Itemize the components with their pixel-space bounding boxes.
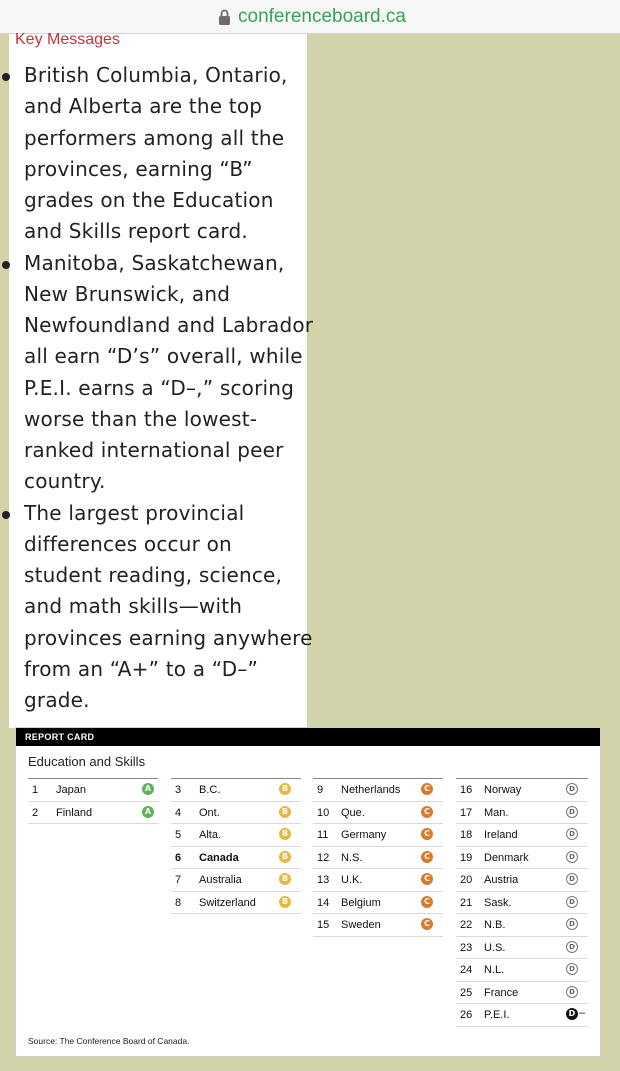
grade-badge-icon: D <box>566 963 578 975</box>
name-cell: Sask. <box>484 896 512 909</box>
rank-cell: 24 <box>460 964 473 976</box>
rank-cell: 6 <box>175 851 182 864</box>
grade-badge-icon: B <box>279 806 291 818</box>
rank-cell: 5 <box>175 829 182 841</box>
name-cell: Man. <box>484 806 509 819</box>
table-row <box>171 892 301 915</box>
rank-cell: 14 <box>317 896 330 909</box>
name-cell: Germany <box>341 829 387 841</box>
rank-cell: 3 <box>175 784 182 796</box>
bullet-icon <box>2 511 10 519</box>
name-cell: Norway <box>484 784 522 796</box>
grade-badge-icon: A <box>142 806 154 818</box>
name-cell: Austria <box>484 874 519 886</box>
rank-cell: 17 <box>460 806 473 819</box>
table-row <box>171 869 301 892</box>
grade-badge-icon: C <box>421 873 433 885</box>
name-cell: France <box>484 986 519 999</box>
rank-cell: 15 <box>317 919 330 931</box>
table-row <box>171 779 301 802</box>
table-row <box>456 847 588 870</box>
name-cell: Canada <box>199 851 239 864</box>
bullet-text: British Columbia, Ontario, and Alberta are the top performers among all the provinces, earning “B” grades on the Education and Skills report card. <box>24 63 288 244</box>
name-cell: Sweden <box>341 919 381 931</box>
bullet-text: The largest provincial differences occur on student reading, science, and math skills—with provinces earning anywhere from an “A+” to a “D–” grade. <box>24 500 313 712</box>
rank-cell: 4 <box>175 806 182 819</box>
rank-cell: 13 <box>317 874 330 886</box>
grade-badge-icon: D <box>566 896 578 908</box>
grade-badge-icon: B <box>279 828 291 840</box>
rank-cell: 16 <box>460 784 473 796</box>
grade-minus: – <box>579 1007 586 1019</box>
address-bar[interactable] <box>0 0 620 34</box>
rank-cell: 1 <box>32 784 39 796</box>
report-card-subtitle: Education and Skills <box>28 754 146 769</box>
grade-badge-icon: C <box>421 783 433 795</box>
grade-badge-icon: B <box>279 851 291 863</box>
grade-badge-icon: D <box>566 806 578 818</box>
key-messages-list <box>0 60 330 716</box>
table-row <box>313 914 443 937</box>
report-card-header: REPORT CARD <box>16 728 600 746</box>
name-cell: Japan <box>56 784 86 796</box>
name-cell: Denmark <box>484 851 529 864</box>
rank-cell: 12 <box>317 851 330 864</box>
grade-badge-icon: D <box>566 783 578 795</box>
grade-badge-icon: D <box>566 828 578 840</box>
name-cell: Que. <box>341 806 365 819</box>
table-row <box>456 779 588 802</box>
report-card-column <box>171 778 301 914</box>
grade-badge-icon: D <box>566 1008 578 1020</box>
url-text[interactable]: conferenceboard.ca <box>238 5 406 27</box>
source-note: Source: The Conference Board of Canada. <box>28 1036 190 1046</box>
table-row <box>171 824 301 847</box>
grade-badge-icon: C <box>421 828 433 840</box>
name-cell: Alta. <box>199 829 222 841</box>
table-row <box>313 869 443 892</box>
bullet-text: Manitoba, Saskatchewan, New Brunswick, and Newfoundland and Labrador all earn “D’s” overall, while P.E.I. earns a “D–,” scoring worse than the lowest- ranked international peer country. <box>24 250 314 494</box>
table-row <box>456 892 588 915</box>
bullet-icon <box>2 261 10 269</box>
report-card-column <box>456 778 588 1027</box>
rank-cell: 20 <box>460 874 473 886</box>
name-cell: P.E.I. <box>484 1009 510 1021</box>
list-item <box>0 248 330 498</box>
grade-badge-icon: D <box>566 986 578 998</box>
name-cell: Ireland <box>484 829 518 841</box>
table-row <box>313 802 443 825</box>
name-cell: U.K. <box>341 874 363 886</box>
grade-badge-icon: C <box>421 806 433 818</box>
name-cell: Australia <box>199 874 242 886</box>
table-row <box>456 869 588 892</box>
grade-badge-icon: D <box>566 918 578 930</box>
name-cell: Switzerland <box>199 896 256 909</box>
rank-cell: 23 <box>460 941 473 954</box>
table-row <box>171 847 301 870</box>
table-row <box>28 779 158 802</box>
rank-cell: 19 <box>460 851 473 864</box>
rank-cell: 2 <box>32 806 39 819</box>
rank-cell: 25 <box>460 986 473 999</box>
list-item <box>0 498 330 717</box>
name-cell: U.S. <box>484 941 506 954</box>
report-card-column <box>313 778 443 937</box>
table-row <box>456 937 588 960</box>
table-row <box>456 982 588 1005</box>
report-card <box>15 727 601 1057</box>
table-row <box>313 824 443 847</box>
grade-badge-icon: D <box>566 873 578 885</box>
rank-cell: 7 <box>175 874 182 886</box>
grade-badge-icon: C <box>421 896 433 908</box>
rank-cell: 8 <box>175 896 182 909</box>
grade-badge-icon: D <box>566 851 578 863</box>
table-row <box>456 824 588 847</box>
grade-badge-icon: D <box>566 941 578 953</box>
table-row <box>313 892 443 915</box>
name-cell: Netherlands <box>341 784 401 796</box>
table-row <box>28 802 158 825</box>
table-row <box>313 847 443 870</box>
rank-cell: 9 <box>317 784 324 796</box>
grade-badge-icon: A <box>142 783 154 795</box>
name-cell: Finland <box>56 806 93 819</box>
article-panel <box>9 31 314 728</box>
grade-badge-icon: C <box>421 851 433 863</box>
rank-cell: 18 <box>460 829 473 841</box>
grade-badge-icon: B <box>279 873 291 885</box>
table-row <box>456 914 588 937</box>
rank-cell: 21 <box>460 896 473 909</box>
rank-cell: 10 <box>317 806 330 819</box>
table-row <box>171 802 301 825</box>
table-row <box>456 959 588 982</box>
table-row <box>456 1004 588 1027</box>
bullet-icon <box>2 73 10 81</box>
table-row <box>313 779 443 802</box>
lock-icon <box>214 6 234 28</box>
table-row <box>456 802 588 825</box>
grade-badge-icon: B <box>279 783 291 795</box>
name-cell: Belgium <box>341 896 381 909</box>
rank-cell: 11 <box>317 829 329 841</box>
list-item <box>0 60 330 248</box>
section-kicker: Key Messages <box>15 31 120 48</box>
name-cell: N.S. <box>341 851 363 864</box>
report-card-column <box>28 778 158 824</box>
name-cell: B.C. <box>199 784 221 796</box>
grade-badge-icon: C <box>421 918 433 930</box>
name-cell: N.L. <box>484 964 505 976</box>
grade-badge-icon: B <box>279 896 291 908</box>
rank-cell: 26 <box>460 1009 473 1021</box>
name-cell: Ont. <box>199 806 220 819</box>
rank-cell: 22 <box>460 919 473 931</box>
name-cell: N.B. <box>484 919 506 931</box>
